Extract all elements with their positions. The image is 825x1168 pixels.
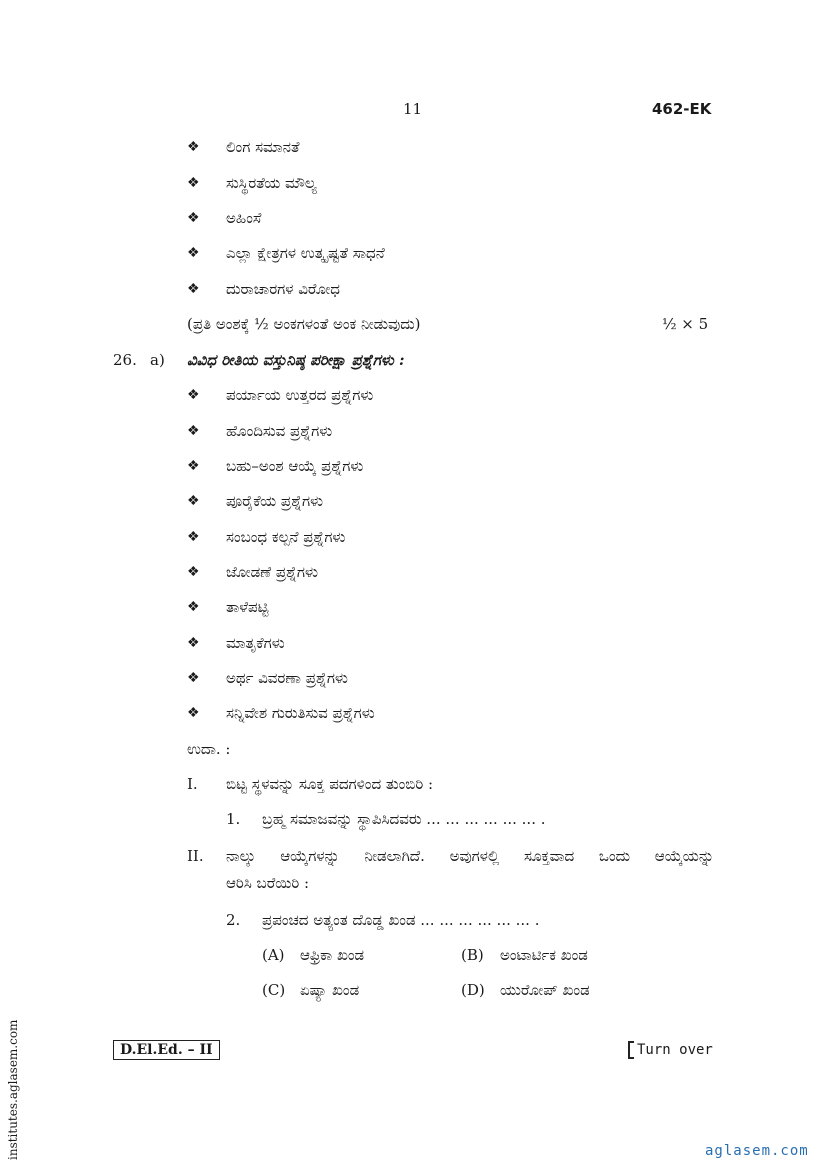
bracket-icon (628, 1041, 634, 1059)
bullet-icon: ❖ (187, 458, 200, 474)
list-item-text: ಅರ್ಥ ವಿವರಣಾ ಪ್ರಶ್ನೆಗಳು (226, 669, 348, 687)
list-item-text: ಅಹಿಂಸೆ (226, 209, 262, 227)
bullet-icon: ❖ (187, 564, 200, 580)
list-item-text: ಮಾತೃಕೆಗಳು (226, 634, 285, 652)
bullet-icon: ❖ (187, 599, 200, 615)
bullet-icon: ❖ (187, 529, 200, 545)
option-text: ಆಫ್ರಿಕಾ ಖಂಡ (300, 946, 365, 964)
bullet-icon: ❖ (187, 493, 200, 509)
list-item-text: ಸಂಬಂಧ ಕಲ್ಪನೆ ಪ್ರಶ್ನೆಗಳು (226, 528, 346, 546)
question-heading: ವಿವಿಧ ರೀತಿಯ ವಸ್ತುನಿಷ್ಠ ಪರೀಕ್ಷಾ ಪ್ರಶ್ನೆಗಳು : (187, 351, 405, 369)
bullet-icon: ❖ (187, 210, 200, 226)
list-item-text: ತಾಳೆಪಟ್ಟಿ (226, 598, 269, 616)
option-text: ಏಷ್ಯಾ ಖಂಡ (300, 981, 360, 999)
note-text: (ಪ್ರತಿ ಅಂಶಕ್ಕೆ ½ ಅಂಕಗಳಂತೆ ಅಂಕ ನೀಡುವುದು) (187, 315, 421, 333)
bullet-icon: ❖ (187, 705, 200, 721)
list-item-text: ಪರ್ಯಾಯ ಉತ್ತರದ ಪ್ರಶ್ನೆಗಳು (226, 386, 374, 404)
option-label: (A) (262, 946, 285, 964)
bullet-icon: ❖ (187, 423, 200, 439)
part-instruction: ಬಿಟ್ಟ ಸ್ಥಳವನ್ನು ಸೂಕ್ತ ಪದಗಳಿಂದ ತುಂಬಿರಿ : (226, 775, 434, 793)
bullet-icon: ❖ (187, 139, 200, 155)
option-label: (B) (461, 946, 484, 964)
question-sub-label: a) (150, 351, 165, 369)
option-label: (C) (262, 981, 286, 999)
question-number: 26. (113, 351, 137, 369)
bullet-icon: ❖ (187, 387, 200, 403)
marks-value: ½ × 5 (662, 315, 709, 333)
question-text: ಪ್ರಪಂಚದ ಅತ್ಯಂತ ದೊಡ್ಡ ಖಂಡ ... ... ... ... ... ... . (262, 911, 540, 929)
part-instruction-line2: ಆರಿಸಿ ಬರೆಯಿರಿ : (226, 874, 310, 892)
list-item-text: ದುರಾಚಾರಗಳ ವಿರೋಧ (226, 280, 340, 298)
list-item-text: ಸುಸ್ಥಿರತೆಯ ಮೌಲ್ಯ (226, 174, 317, 192)
part-numeral: I. (187, 775, 198, 793)
page-number: 11 (403, 100, 423, 118)
course-code-box: D.El.Ed. – II (113, 1040, 220, 1060)
question-text: ಬ್ರಹ್ಮ ಸಮಾಜವನ್ನು ಸ್ಥಾಪಿಸಿದವರು ... ... ... ... ... ... . (262, 810, 546, 828)
list-item-text: ಜೋಡಣೆ ಪ್ರಶ್ನೆಗಳು (226, 563, 318, 581)
bullet-icon: ❖ (187, 245, 200, 261)
example-label-text: ಉದಾ. : (187, 740, 231, 758)
paper-code: 462-EK (652, 100, 712, 118)
part-instruction-line1: ನಾಲ್ಕು ಆಯ್ಕೆಗಳನ್ನು ನೀಡಲಾಗಿದೆ. ಅವುಗಳಲ್ಲಿ ಸೂಕ್ತವಾದ ಒಂದು ಆಯ್ಕೆಯನ್ನು (226, 847, 714, 865)
option-text: ಅಂಟಾರ್ಟಿಕ ಖಂಡ (500, 946, 588, 964)
bullet-icon: ❖ (187, 670, 200, 686)
corner-watermark: aglasem.com (705, 1143, 809, 1159)
part-numeral: II. (187, 847, 204, 865)
list-item-text: ಬಹು–ಅಂಶ ಆಯ್ಕೆ ಪ್ರಶ್ನೆಗಳು (226, 457, 364, 475)
list-item-text: ಹೊಂದಿಸುವ ಪ್ರಶ್ನೆಗಳು (226, 422, 333, 440)
question-number: 1. (226, 810, 241, 828)
option-text: ಯುರೋಪ್ ಖಂಡ (500, 981, 590, 999)
question-number: 2. (226, 911, 241, 929)
list-item-text: ಲಿಂಗ ಸಮಾನತೆ (226, 138, 300, 156)
option-label: (D) (461, 981, 485, 999)
bullet-icon: ❖ (187, 281, 200, 297)
side-watermark: institutes.aglasem.com (6, 1019, 20, 1160)
list-item-text: ಎಲ್ಲಾ ಕ್ಷೇತ್ರಗಳ ಉತ್ಕೃಷ್ಟತೆ ಸಾಧನೆ (226, 244, 385, 262)
turn-over (628, 1040, 713, 1060)
bullet-icon: ❖ (187, 175, 200, 191)
list-item-text: ಪೂರೈಕೆಯ ಪ್ರಶ್ನೆಗಳು (226, 492, 324, 510)
bullet-icon: ❖ (187, 635, 200, 651)
turn-over-text: Turn over (637, 1042, 713, 1058)
list-item-text: ಸನ್ನಿವೇಶ ಗುರುತಿಸುವ ಪ್ರಶ್ನೆಗಳು (226, 704, 375, 722)
